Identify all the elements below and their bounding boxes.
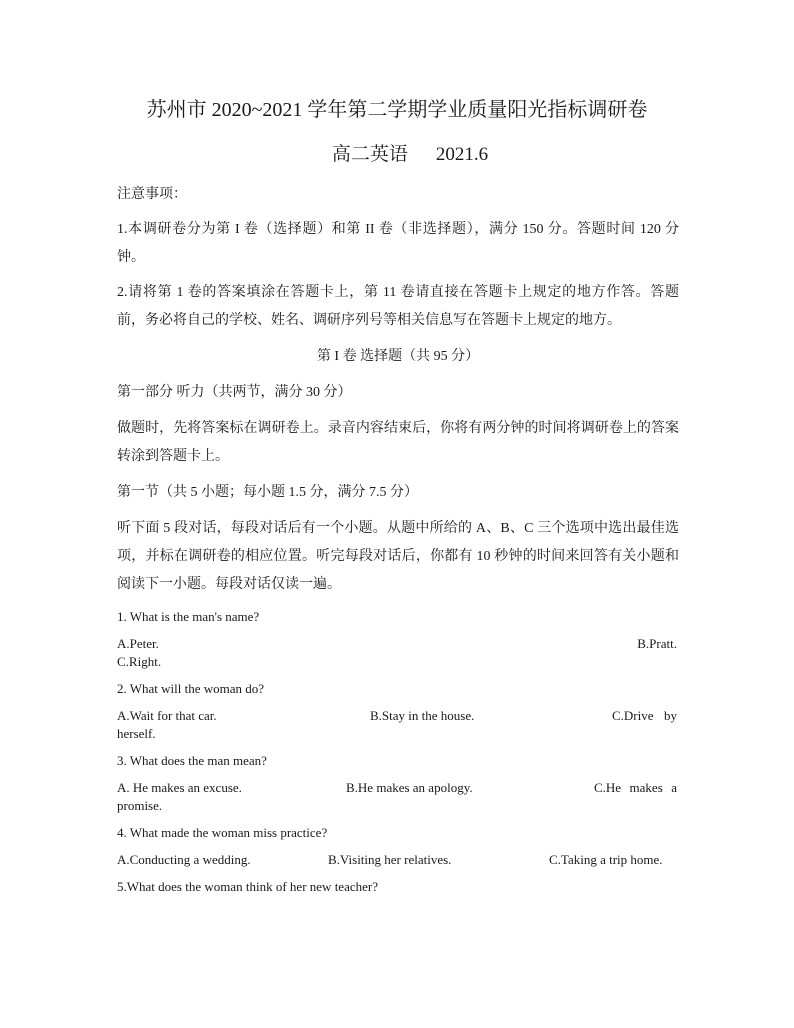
- part-instructions: 做题时，先将答案标在调研卷上。录音内容结束后，你将有两分钟的时间将调研卷上的答案转涂到答题卡上。: [117, 421, 679, 464]
- question-3-option-c: C.He makes a promise.: [117, 780, 677, 813]
- part-title: 第一部分 听力（共两节，满分 30 分）: [117, 385, 352, 400]
- subsection-title: 第一节（共 5 小题；每小题 1.5 分，满分 7.5 分）: [117, 485, 418, 500]
- question-2-option-c: C.Drive by herself.: [117, 708, 677, 741]
- question-3-option-a: A. He makes an excuse.: [117, 780, 242, 795]
- question-1-option-a: A.Peter.: [117, 636, 159, 651]
- exam-date: 2021.6: [435, 144, 489, 165]
- question-4-option-b: B.Visiting her relatives.: [328, 852, 452, 867]
- question-3-options: [117, 779, 677, 815]
- note-item-2: 2.请将第 1 卷的答案填涂在答题卡上，第 11 卷请直接在答题卡上规定的地方作答。答题前，务必将自己的学校、姓名、调研序列号等相关信息写在答题卡上规定的地方。: [117, 285, 679, 328]
- question-2-options: [117, 707, 677, 743]
- question-3-option-b: B.He makes an apology.: [346, 780, 473, 795]
- subsection-instructions: 听下面 5 段对话，每段对话后有一个小题。从题中所给的 A、B、C 三个选项中选出最佳选项，并标在调研卷的相应位置。听完每段对话后，你都有 10 秒钟的时间来回答有关小题和阅读下一小题。每段对话仅读一遍。: [117, 521, 679, 592]
- question-5-stem: 5.What does the woman think of her new teacher?: [117, 879, 378, 894]
- question-1-options: [117, 635, 677, 671]
- question-2-option-a: A.Wait for that car.: [117, 708, 217, 723]
- question-4-option-c: C.Taking a trip home.: [549, 852, 663, 867]
- question-2-stem: 2. What will the woman do?: [117, 681, 265, 696]
- question-2-option-b: B.Stay in the house.: [370, 708, 475, 723]
- notes-heading: 注意事项：: [117, 187, 187, 202]
- question-4-option-a: A.Conducting a wedding.: [117, 852, 251, 867]
- question-1-option-b: B.Pratt.: [637, 636, 677, 651]
- question-3-stem: 3. What does the man mean?: [117, 753, 267, 768]
- note-item-1: 1.本调研卷分为第 I 卷（选择题）和第 II 卷（非选择题），满分 150 分。答题时间 120 分钟。: [117, 222, 680, 265]
- question-4-stem: 4. What made the woman miss practice?: [117, 825, 328, 840]
- document-subtitle: [0, 141, 794, 169]
- question-1-stem: 1. What is the man's name?: [117, 609, 260, 624]
- section-title: 第 I 卷 选择题（共 95 分）: [316, 349, 480, 364]
- subject-label: 高二英语: [331, 144, 408, 165]
- question-4-options: [117, 851, 677, 869]
- document-title: 苏州市 2020~2021 学年第二学期学业质量阳光指标调研卷: [146, 99, 648, 121]
- question-1-option-c: C.Right.: [117, 654, 162, 669]
